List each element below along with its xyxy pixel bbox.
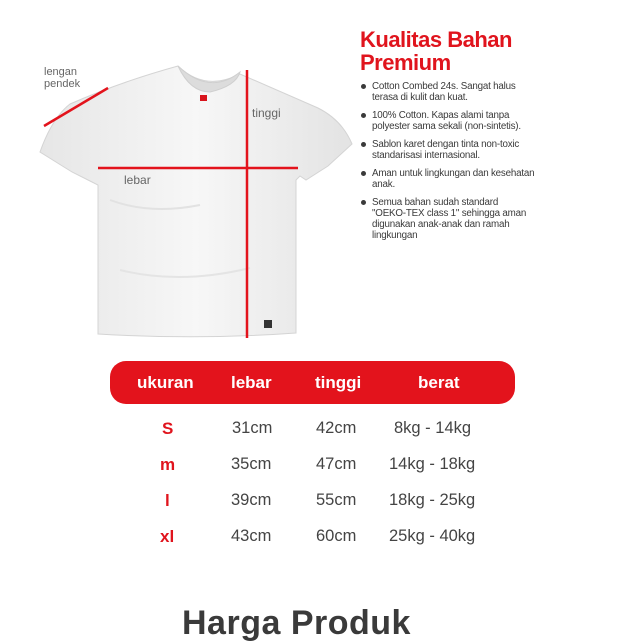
header-tinggi: tinggi [315, 373, 362, 392]
bullet-item [358, 81, 620, 103]
price-heading: Harga Produk [182, 604, 411, 642]
lebar-cell: 31cm [232, 419, 273, 437]
hem-tag [264, 320, 272, 328]
bullet-icon [361, 142, 366, 147]
bullet-line: Cotton Combed 24s. Sangat halus [372, 81, 516, 92]
quality-title-line2: Premium [360, 50, 451, 75]
bullet-item [358, 110, 620, 132]
bullet-line: polyester sama sekali (non-sintetis). [372, 121, 521, 132]
bullet-icon [361, 200, 366, 205]
tinggi-cell: 55cm [316, 491, 357, 509]
tshirt-illustration [0, 0, 360, 345]
size-cell: xl [160, 527, 175, 546]
table-row [0, 455, 625, 485]
tinggi-cell: 47cm [316, 455, 357, 473]
bullet-line: lingkungan [372, 230, 418, 241]
size-cell: m [160, 455, 176, 474]
bullet-line: terasa di kulit dan kuat. [372, 92, 468, 103]
berat-cell: 8kg - 14kg [394, 419, 472, 437]
bullet-line: Semua bahan sudah standard [372, 197, 499, 208]
header-ukuran: ukuran [137, 373, 194, 392]
sleeve-label-line2: pendek [44, 78, 81, 90]
height-label: tinggi [252, 106, 281, 120]
lebar-cell: 35cm [231, 455, 272, 473]
table-row [0, 419, 625, 449]
bullet-line: 100% Cotton. Kapas alami tanpa [372, 110, 510, 121]
bullet-item [358, 139, 620, 161]
quality-info [358, 28, 620, 248]
quality-title [360, 28, 620, 74]
bullet-line: standarisasi internasional. [372, 150, 480, 161]
size-cell: S [162, 419, 174, 438]
size-cell: l [165, 491, 170, 510]
table-row [0, 491, 625, 521]
tinggi-cell: 60cm [316, 527, 357, 545]
sleeve-label [44, 66, 104, 90]
lebar-cell: 39cm [231, 491, 272, 509]
berat-cell: 18kg - 25kg [389, 491, 476, 509]
table-row [0, 527, 625, 557]
quality-bullets [358, 81, 620, 241]
bullet-line: "OEKO-TEX class 1" sehingga aman [372, 208, 527, 219]
neck-tag [200, 95, 207, 101]
sleeve-label-line1: lengan [44, 66, 78, 78]
bullet-item [358, 197, 620, 241]
tinggi-cell: 42cm [316, 419, 357, 437]
bullet-icon [361, 113, 366, 118]
berat-cell: 14kg - 18kg [389, 455, 476, 473]
bullet-icon [361, 84, 366, 89]
header-lebar: lebar [231, 373, 272, 392]
bullet-line: Sablon karet dengan tinta non-toxic [372, 139, 520, 150]
lebar-cell: 43cm [231, 527, 272, 545]
bullet-line: Aman untuk lingkungan dan kesehatan [372, 168, 535, 179]
width-label: lebar [124, 173, 151, 187]
tshirt-icon [0, 0, 360, 345]
bullet-item [358, 168, 620, 190]
bullet-icon [361, 171, 366, 176]
quality-title-line1: Kualitas Bahan [360, 27, 512, 52]
size-table-header [110, 361, 515, 404]
berat-cell: 25kg - 40kg [389, 527, 476, 545]
header-berat: berat [418, 373, 460, 392]
bullet-line: digunakan anak-anak dan ramah [372, 219, 510, 230]
bullet-line: anak. [372, 179, 395, 190]
